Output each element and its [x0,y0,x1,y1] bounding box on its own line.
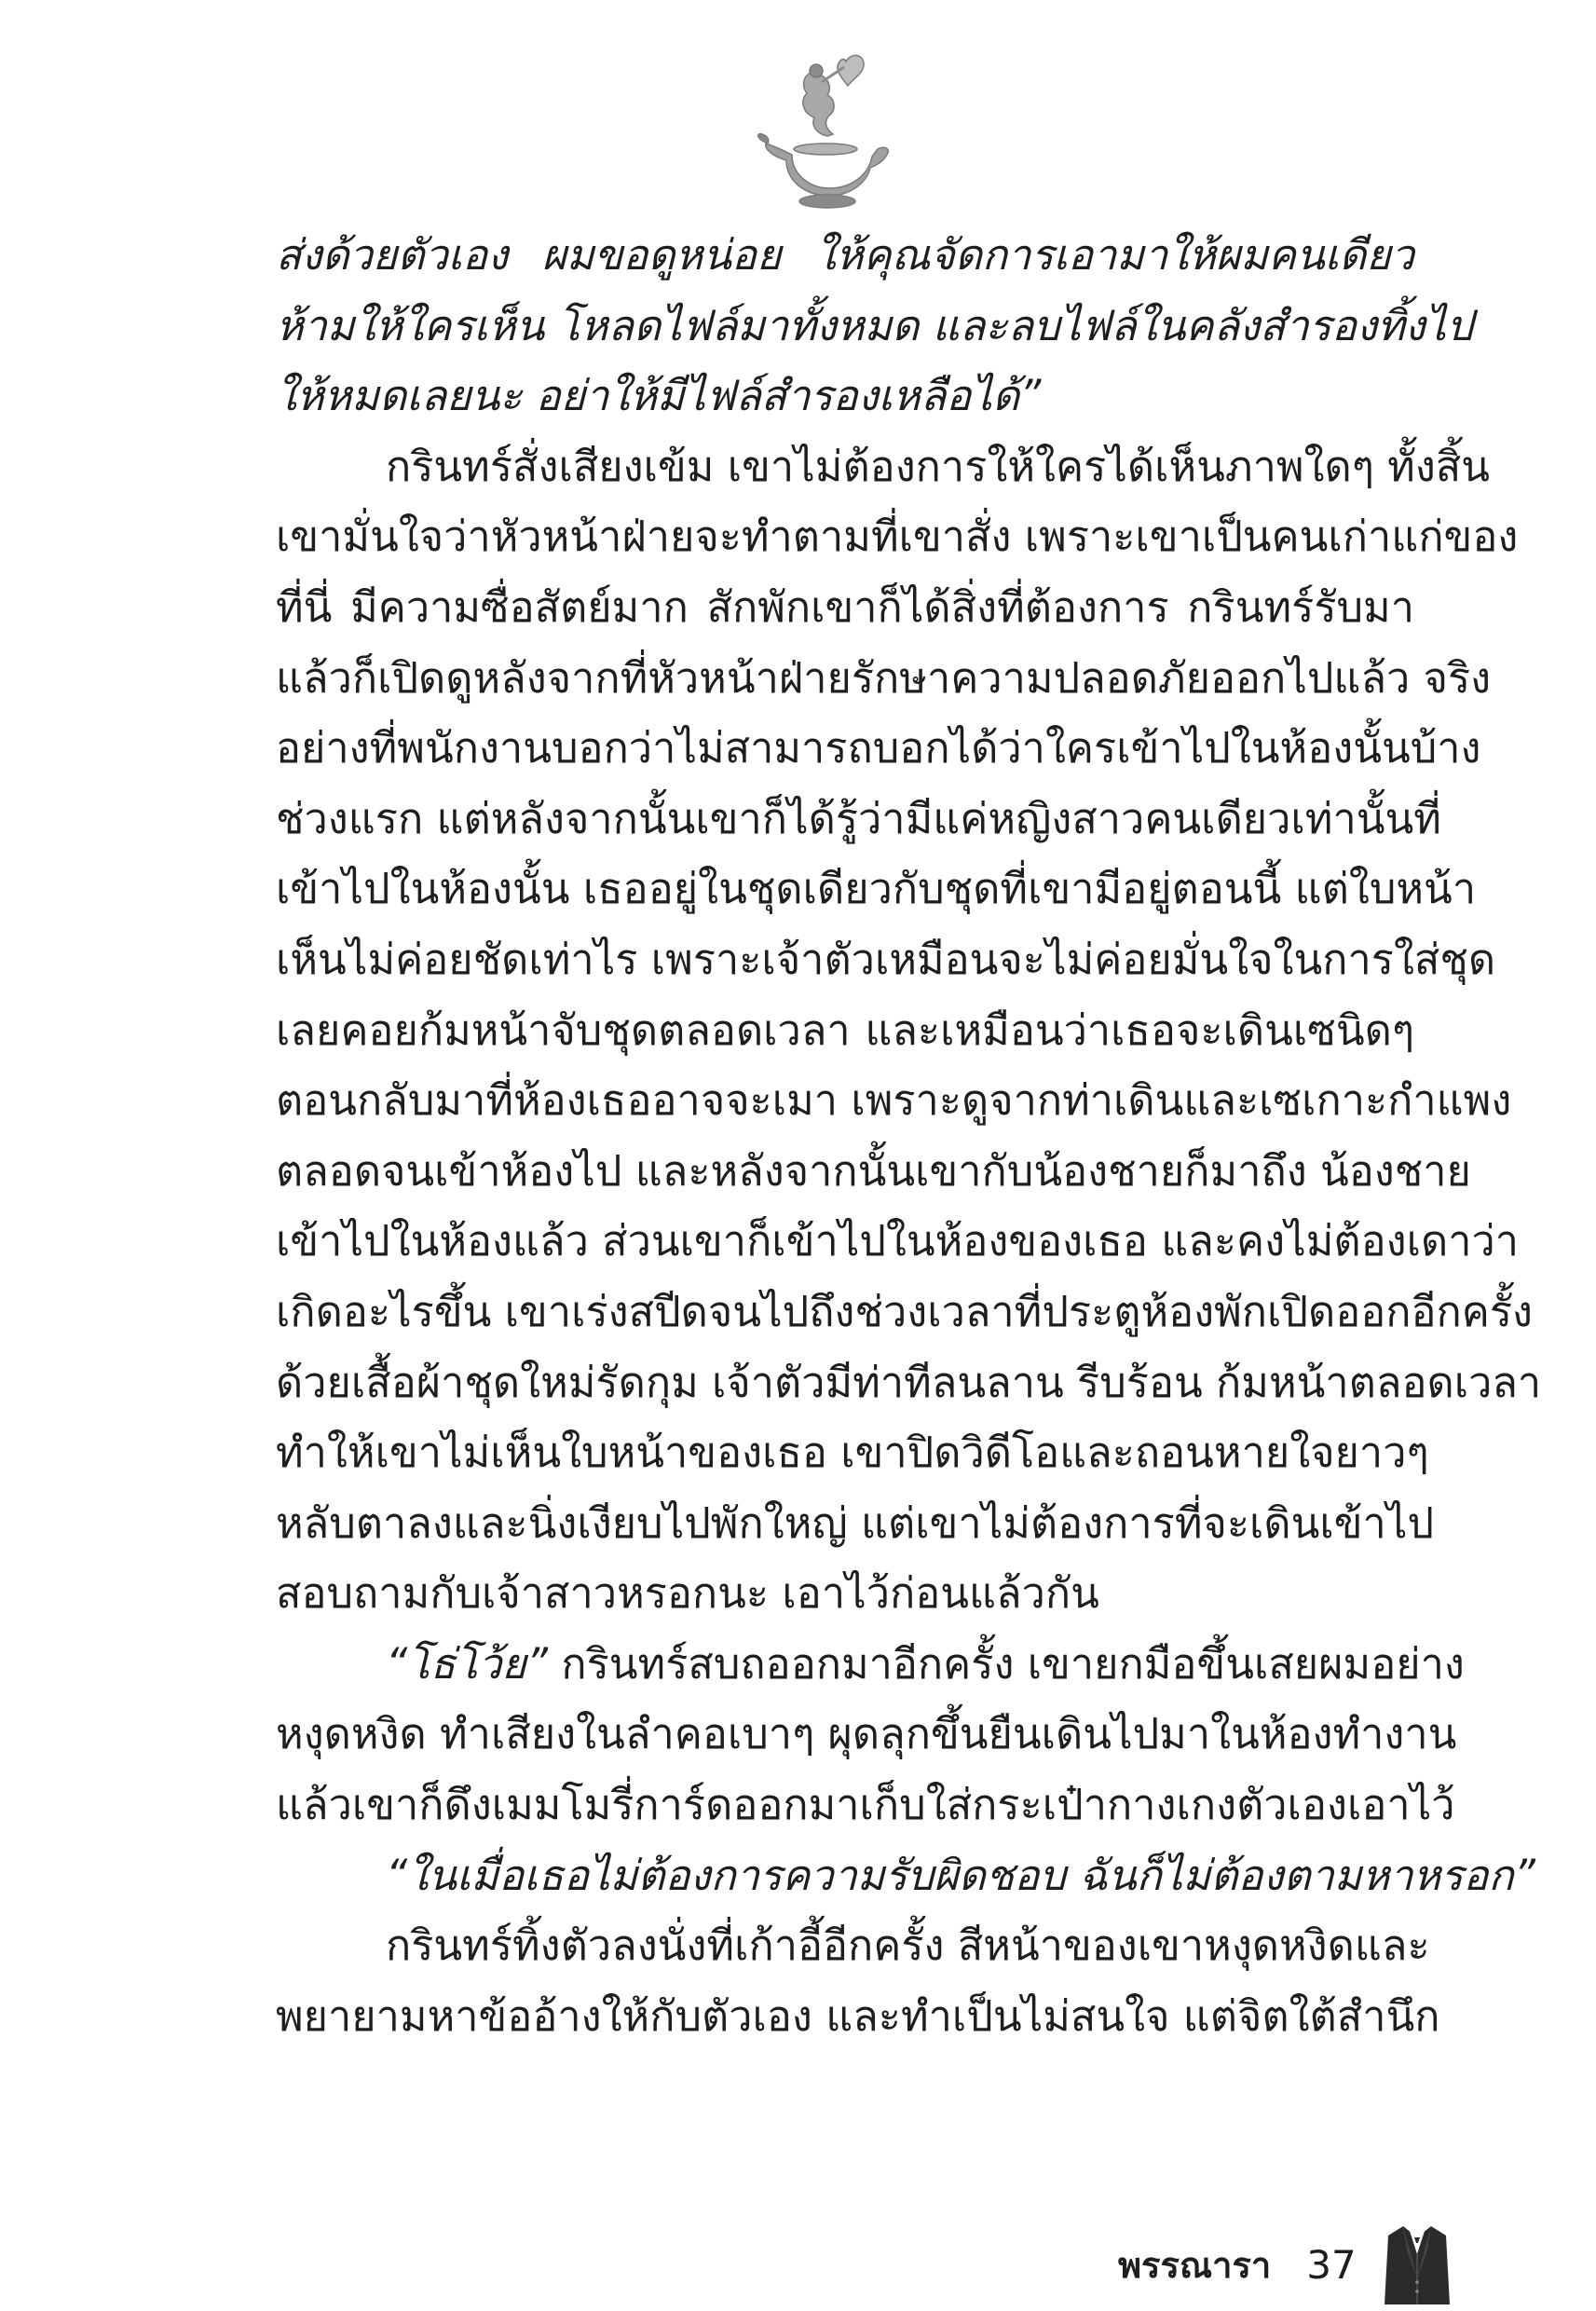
text-line: ช่วงแรก แต่หลังจากนั้นเขาก็ได้รู้ว่ามีแค่หญิงสาวคนเดียวเท่านั้นที่ [276,793,1441,843]
text-line: เข้าไปในห้องนั้น เธออยู่ในชุดเดียวกับชุดที่เขามีอยู่ตอนนี้ แต่ใบหน้า [276,864,1477,914]
text-line: เขามั่นใจว่าหัวหน้าฝ่ายจะทำตามที่เขาสั่ง เพราะเขาเป็นคนเก่าแก่ของ [276,512,1519,562]
text-line: สอบถามกับเจ้าสาวหรอกนะ เอาไว้ก่อนแล้วกัน [276,1568,1099,1619]
body-text [276,220,1542,2051]
suit-jacket-icon [1385,2222,1450,2306]
text-line: เลยคอยก้มหน้าจับชุดตลอดเวลา และเหมือนว่าเธอจะเดินเซนิดๆ [276,1005,1414,1055]
text-line: เห็นไม่ค่อยชัดเท่าไร เพราะเจ้าตัวเหมือนจะไม่ค่อยมั่นใจในการใส่ชุด [276,934,1496,984]
text-line: อย่างที่พนักงานบอกว่าไม่สามารถบอกได้ว่าใครเข้าไปในห้องนั้นบ้าง [276,723,1481,773]
text-line: ที่นี่ มีความซื่อสัตย์มาก สักพักเขาก็ได้สิ่งที่ต้องการ กรินทร์รับมา [276,581,1414,632]
text-line: กรินทร์ทิ้งตัวลงนั่งที่เก้าอี้อีกครั้ง สีหน้าของเขาหงุดหงิดและ [386,1921,1430,1971]
text-line: ตอนกลับมาที่ห้องเธออาจจะเมา เพราะดูจากท่าเดินและเซเกาะกำแพง [276,1075,1512,1126]
text-line: พยายามหาข้ออ้างให้กับตัวเอง และทำเป็นไม่สนใจ แต่จิตใต้สำนึก [276,1990,1440,2041]
text-line: แล้วก็เปิดดูหลังจากที่หัวหน้าฝ่ายรักษาความปลอดภัยออกไปแล้ว จริง [276,652,1492,703]
text-line: หลับตาลงและนิ่งเงียบไปพักใหญ่ แต่เขาไม่ต้องการที่จะเดินเข้าไป [276,1497,1435,1548]
text-line-rest: กรินทร์สบถออกมาอีกครั้ง เขายกมือขึ้นเสยผมอย่าง [548,1638,1465,1689]
page-number: 37 [1306,2241,1357,2288]
text-line: หงุดหงิด ทำเสียงในลำคอเบาๆ ผุดลุกขึ้นยืนเดินไปมาในห้องทำงาน [276,1709,1457,1759]
page-footer [1118,2222,1450,2306]
text-line [276,1629,1465,1700]
text-line: ทำให้เขาไม่เห็นใบหน้าของเธอ เขาปิดวิดีโอและถอนหายใจยาวๆ [276,1428,1429,1478]
text-line: เข้าไปในห้องแล้ว ส่วนเขาก็เข้าไปในห้องของเธอ และคงไม่ต้องเดาว่า [276,1216,1520,1266]
text-line: ส่งด้วยตัวเอง ผมขอดูหน่อย ให้คุณจัดการเอามาให้ผมคนเดียว [276,230,1414,280]
text-line: ให้หมดเลยนะ อย่าให้มีไฟล์สำรองเหลือได้” [276,371,1042,421]
dialogue-exclamation: “โธ่โว้ย” [386,1638,549,1689]
text-line: ห้ามให้ใครเห็น โหลดไฟล์มาทั้งหมด และลบไฟล์ในคลังสำรองทิ้งไป [276,300,1473,350]
text-line: ด้วยเสื้อผ้าชุดใหม่รัดกุม เจ้าตัวมีท่าทีลนลาน รีบร้อน ก้มหน้าตลอดเวลา [276,1357,1542,1407]
genie-lamp-icon [755,45,894,212]
text-line: แล้วเขาก็ดึงเมมโมรี่การ์ดออกมาเก็บใส่กระเป๋ากางเกงตัวเองเอาไว้ [276,1780,1455,1830]
author-name: พรรณารา [1118,2244,1272,2286]
text-line: เกิดอะไรขึ้น เขาเร่งสปีดจนไปถึงช่วงเวลาที่ประตูห้องพักเปิดออกอีกครั้ง [276,1286,1534,1336]
text-line: ตลอดจนเข้าห้องไป และหลังจากนั้นเขากับน้องชายก็มาถึง น้องชาย [276,1145,1471,1196]
text-line: กรินทร์สั่งเสียงเข้ม เขาไม่ต้องการให้ใครได้เห็นภาพใดๆ ทั้งสิ้น [386,441,1491,491]
dialogue-line: “ในเมื่อเธอไม่ต้องการความรับผิดชอบ ฉันก็ไม่ต้องตามหาหรอก” [386,1850,1535,1900]
